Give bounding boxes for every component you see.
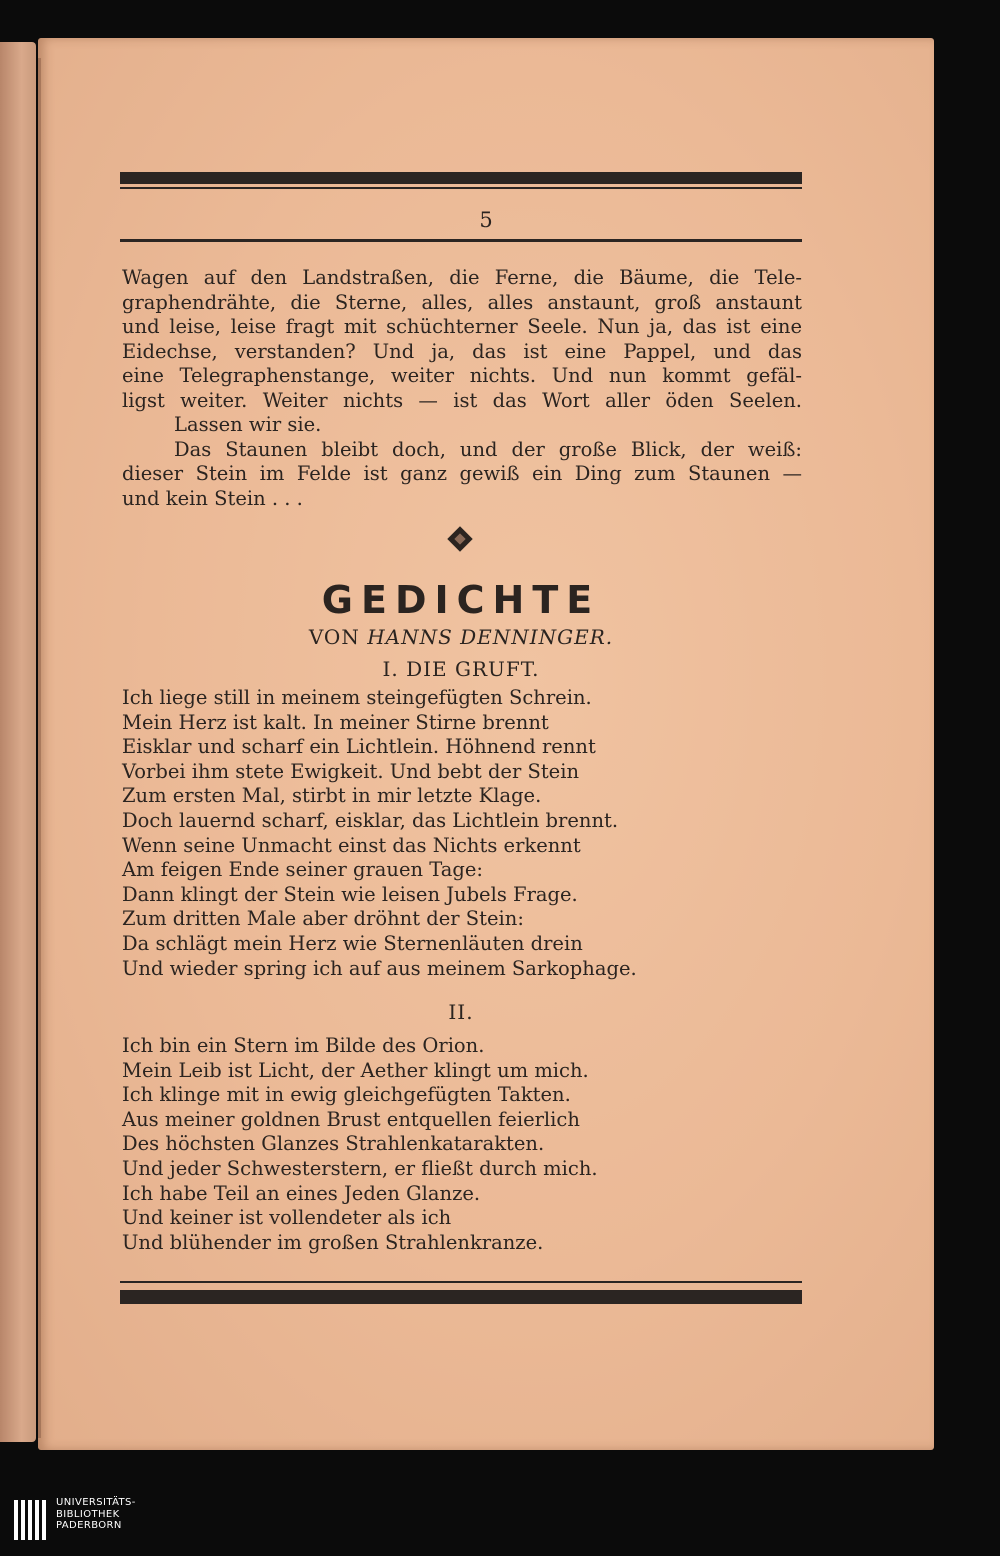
library-logo <box>0 1486 200 1550</box>
poem-line: Vorbei ihm stete Ewigkeit. Und bebt der Stein <box>122 759 580 783</box>
prose-paragraph <box>122 266 802 511</box>
prose-line: Das Staunen bleibt doch, und der große Blick, der weiß: <box>174 437 802 461</box>
prose-line: Eidechse, verstanden? Und ja, das ist eine Pappel, und das <box>122 339 802 363</box>
author-byline <box>38 625 884 649</box>
poem-title: II. <box>448 1000 474 1024</box>
poem-line: Und blühender im großen Strahlenkranze. <box>122 1230 544 1254</box>
byline-author: HANNS DENNINGER. <box>367 625 614 649</box>
prose-line: graphendrähte, die Sterne, alles, alles anstaunt, groß anstaunt <box>122 290 802 314</box>
byline-prefix: VON <box>308 625 360 649</box>
header-underline <box>120 239 802 242</box>
poem-line: Mein Herz ist kalt. In meiner Stirne brennt <box>122 710 549 734</box>
poem-line: Ich habe Teil an eines Jeden Glanze. <box>122 1181 481 1205</box>
prose-line: und leise, leise fragt mit schüchterner Seele. Nun ja, das ist eine <box>122 315 802 338</box>
poem-body <box>122 686 742 981</box>
poem-line: Ich klinge mit in ewig gleichgefügten Takten. <box>122 1083 571 1107</box>
page-gutter <box>38 58 41 1438</box>
page-number: 5 <box>479 208 493 232</box>
poem-line: Ich bin ein Stern im Bilde des Orion. <box>122 1034 485 1057</box>
prose-line: Lassen wir sie. <box>174 413 322 436</box>
prose-line: Wagen auf den Landstraßen, die Ferne, die Bäume, die Tele- <box>122 266 802 289</box>
poem-line: Eisklar und scharf ein Lichtlein. Höhnend rennt <box>122 735 596 759</box>
bottom-thin-rule <box>120 1281 802 1283</box>
bottom-thick-rule <box>120 1290 802 1304</box>
top-thick-rule <box>120 172 802 184</box>
poem-line: Dann klingt der Stein wie leisen Jubels Frage. <box>122 882 578 906</box>
poem-title: I. DIE GRUFT. <box>382 657 540 681</box>
library-logo-text <box>56 1497 136 1532</box>
prose-line: ligst weiter. Weiter nichts — ist das Wort aller öden Seelen. <box>122 388 802 412</box>
poem-body <box>122 1034 742 1255</box>
poem-line: Zum ersten Mal, stirbt in mir letzte Klage. <box>122 784 542 808</box>
poem-line: Des höchsten Glanzes Strahlenkatarakten. <box>122 1132 545 1156</box>
poem-line: Am feigen Ende seiner grauen Tage: <box>122 858 483 882</box>
diamond-ornament-icon <box>447 526 472 551</box>
poem-line: Da schlägt mein Herz wie Sternenläuten drein <box>122 931 583 955</box>
poem-line: Und keiner ist vollendeter als ich <box>122 1206 452 1230</box>
poem-line: Mein Leib ist Licht, der Aether klingt um mich. <box>122 1058 589 1082</box>
book-page <box>38 38 934 1450</box>
top-thin-rule <box>120 187 802 189</box>
poem-line: Wenn seine Unmacht einst das Nichts erkennt <box>122 833 581 857</box>
prose-line: und kein Stein . . . <box>122 486 303 510</box>
poem-line: Und jeder Schwesterstern, er fließt durch mich. <box>122 1156 598 1180</box>
poem-line: Zum dritten Male aber dröhnt der Stein: <box>122 907 524 931</box>
poem-line: Doch lauernd scharf, eisklar, das Lichtlein brennt. <box>122 808 619 832</box>
poem-line: Aus meiner goldnen Brust entquellen feierlich <box>122 1107 580 1131</box>
poem-line: Und wieder spring ich auf aus meinem Sarkophage. <box>122 956 637 980</box>
library-logo-line: BIBLIOTHEK <box>56 1508 120 1520</box>
library-logo-line: UNIVERSITÄTS- <box>56 1497 136 1508</box>
section-heading: GEDICHTE <box>321 578 601 622</box>
poem-line: Ich liege still in meinem steingefügten Schrein. <box>122 686 592 709</box>
prose-line: dieser Stein im Felde ist ganz gewiß ein Ding zum Staunen — <box>122 462 802 485</box>
library-logo-line: PADERBORN <box>56 1520 122 1531</box>
facing-page-edge <box>0 42 36 1442</box>
prose-line: eine Telegraphenstange, weiter nichts. Und nun kommt gefäl- <box>122 364 802 387</box>
